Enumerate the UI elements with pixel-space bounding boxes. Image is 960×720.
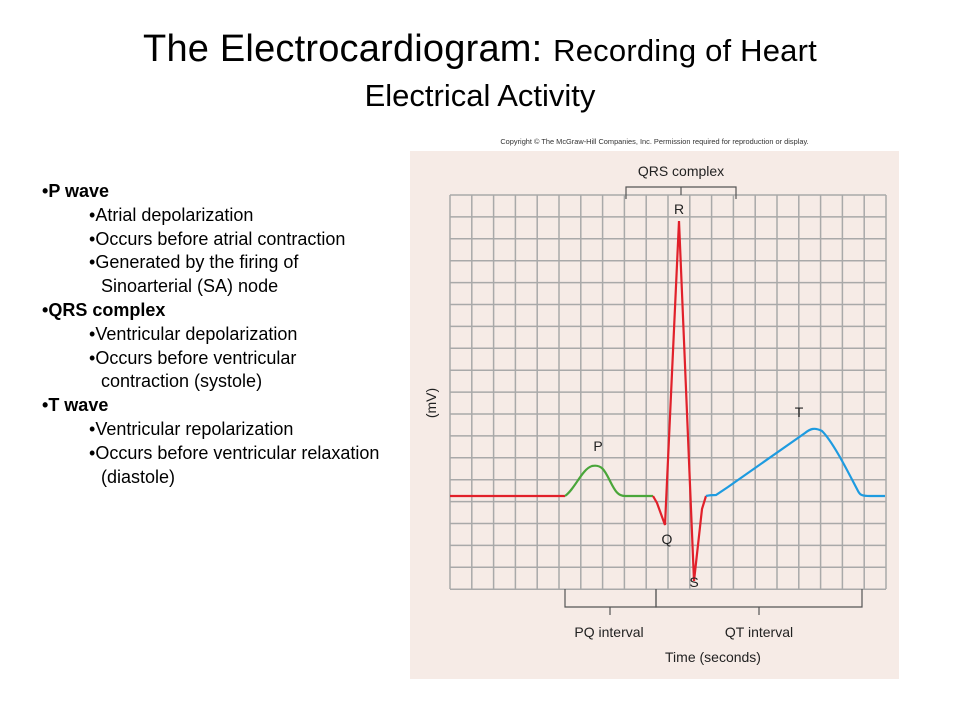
label-x-axis: Time (seconds) [665, 649, 761, 665]
bullet-list [42, 180, 382, 489]
bullet-item: •Occurs before atrial contraction [89, 228, 346, 249]
label-pq-interval: PQ interval [574, 624, 644, 640]
label-q: Q [661, 531, 673, 547]
label-qrs-complex: QRS complex [637, 163, 725, 179]
qrs-complex-trace [653, 221, 706, 581]
p-wave [565, 466, 653, 496]
label-t: T [794, 404, 804, 420]
copyright-notice: Copyright © The McGraw-Hill Companies, Inc. Permission required for reproduction or display. [500, 137, 809, 146]
bullet-item: •Generated by the firing of Sinoarterial (SA) node [89, 252, 299, 297]
slide-title [0, 28, 960, 71]
ecg-figure [410, 151, 899, 679]
bullet-item: •Occurs before ventricular contraction (systole) [89, 347, 297, 392]
slide-title-line-2: Electrical Activity [364, 78, 596, 113]
label-qt-interval: QT interval [724, 624, 794, 640]
label-p: P [593, 438, 603, 454]
label-y-axis: (mV) [423, 387, 439, 419]
bullet-item: •Occurs before ventricular relaxation (diastole) [89, 442, 380, 487]
label-r: R [673, 201, 685, 217]
pq-bracket [565, 589, 656, 607]
qt-bracket [656, 589, 862, 607]
ecg-diagram [410, 151, 899, 679]
title-part-1: The Electrocardiogram: [143, 28, 543, 70]
bullet-t-wave: •T wave [42, 395, 109, 416]
bullet-item: •Ventricular repolarization [89, 418, 294, 439]
bullet-item: •Ventricular depolarization [89, 323, 298, 344]
label-s: S [689, 574, 699, 590]
bullet-p-wave: •P wave [42, 181, 110, 201]
bullet-item: •Atrial depolarization [89, 204, 254, 225]
bullet-qrs-complex: •QRS complex [42, 299, 166, 320]
title-part-2: Recording of Heart [553, 33, 817, 68]
